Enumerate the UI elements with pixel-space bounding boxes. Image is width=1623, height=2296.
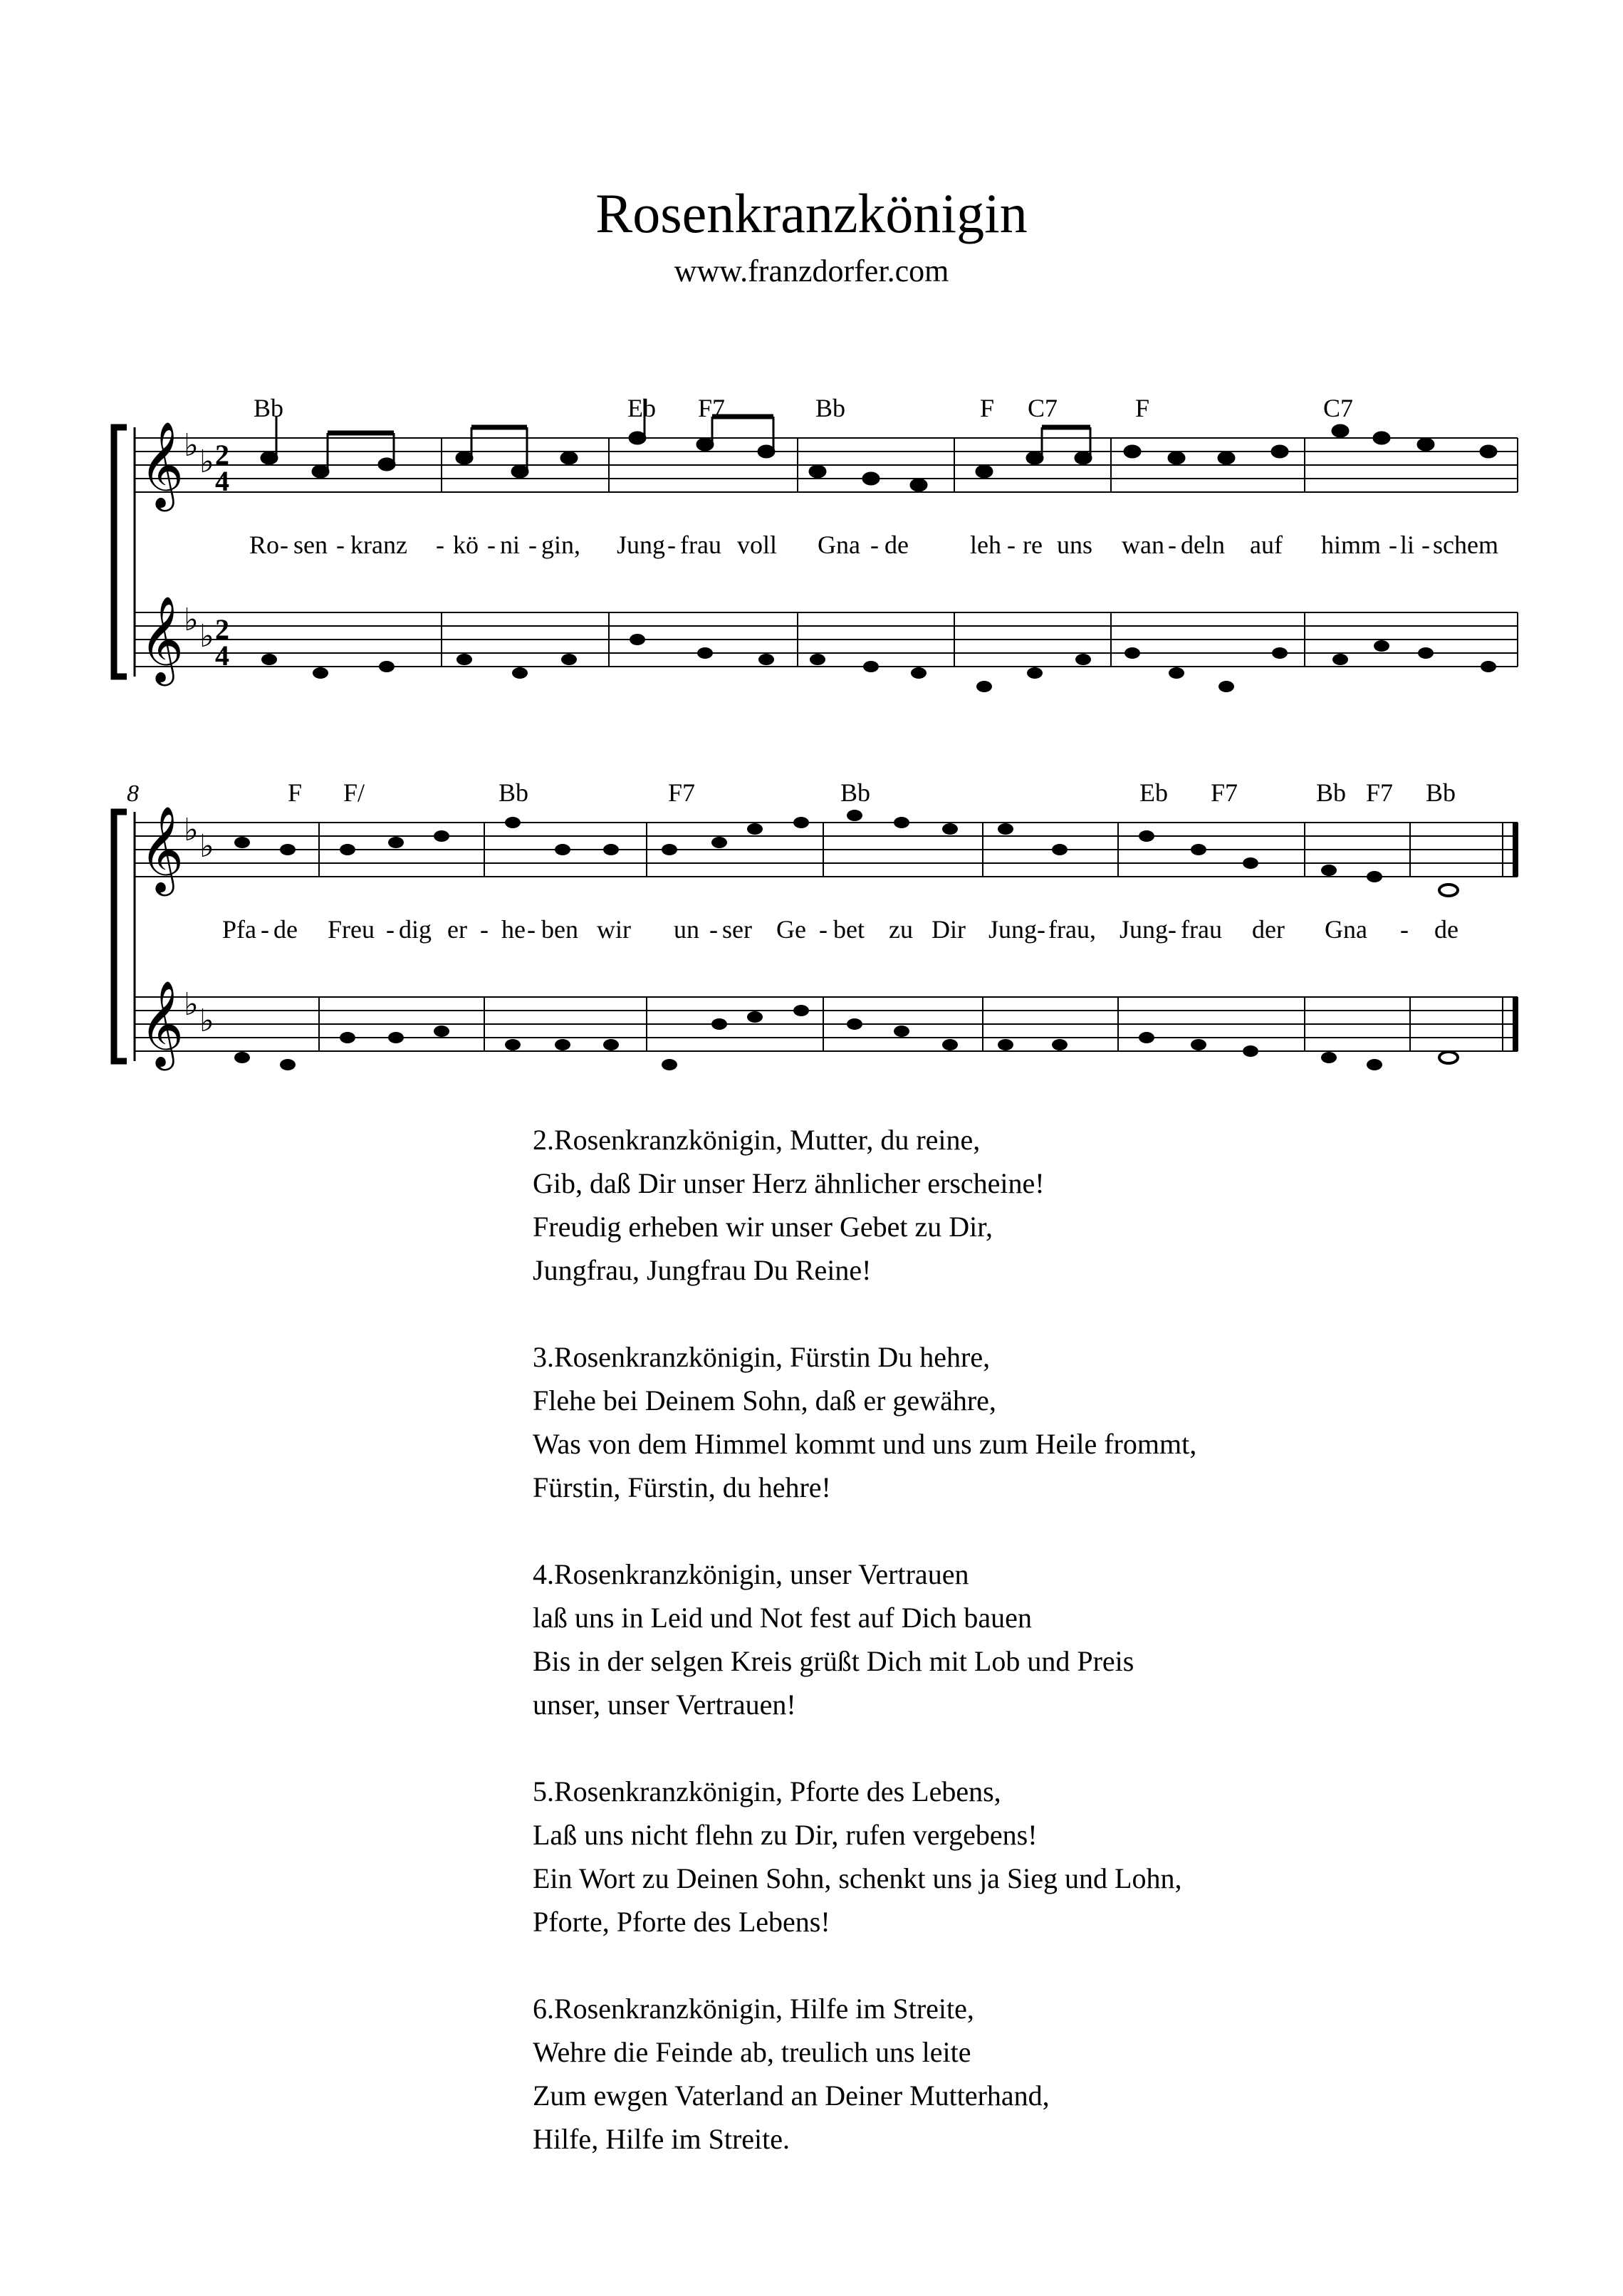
lyric-syllable: sen [293,531,328,559]
lyrics-line-1 [249,531,1498,559]
verse-line: Zum ewgen Vaterland an Deiner Mutterhand, [533,2080,1050,2112]
lyric-syllable: Pfa [222,915,256,944]
lyric-syllable: Jung [988,915,1038,944]
verse [533,1335,1196,1509]
lyric-syllable: - [261,915,269,944]
lyric-syllable: wir [597,915,631,944]
verse-line: Fürstin, Fürstin, du hehre! [533,1471,831,1503]
staff-lower [135,612,1518,667]
lyric-syllable: himm [1321,531,1382,559]
lyric-syllable: - [480,915,489,944]
verse-line: Jungfrau, Jungfrau Du Reine! [533,1254,872,1286]
chord-symbol: C7 [1323,394,1354,422]
lyric-syllable: ni [500,531,521,559]
lyric-syllable: wan [1122,531,1164,559]
lyric-syllable: frau [1181,915,1222,944]
verse-line: Laß uns nicht flehn zu Dir, rufen vergebens! [533,1819,1038,1851]
verse [533,1987,1196,2161]
lyric-syllable: - [1168,531,1176,559]
flat-icon: ♭ [199,1003,214,1039]
website-url: www.franzdorfer.com [674,254,949,288]
chord-symbol: F/ [343,778,365,807]
lyric-syllable: - [336,531,345,559]
verse-line: 4.Rosenkranzkönigin, unser Vertrauen [533,1558,969,1590]
lyric-syllable: kranz [350,531,407,559]
verse-line: unser, unser Vertrauen! [533,1689,796,1721]
lyric-syllable: de [273,915,298,944]
additional-verses [533,1118,1196,2204]
measure-number: 8 [127,781,139,807]
lyric-syllable: frau [680,531,721,559]
lyric-syllable: - [1037,915,1045,944]
lyric-syllable: voll [737,531,778,559]
lyric-syllable: ben [541,915,578,944]
lyric-syllable: Ro [249,531,280,559]
lyric-syllable: der [1252,915,1285,944]
verse [533,1553,1196,1726]
lyric-syllable: - [709,915,718,944]
time-signature: 2 [215,439,229,471]
chord-symbol: F7 [1211,778,1238,807]
verse-line: 5.Rosenkranzkönigin, Pforte des Lebens, [533,1775,1001,1807]
verse-line: Gib, daß Dir unser Herz ähnlicher erscheine! [533,1167,1045,1199]
lyric-syllable: - [1168,915,1176,944]
chord-symbol: Bb [1426,778,1456,807]
treble-clef-icon: 𝄞 [140,595,184,682]
system-bracket [114,812,127,1061]
lyric-syllable: - [1421,531,1430,559]
staff-lower [135,997,1518,1051]
chord-symbol: Bb [254,394,284,422]
flat-icon: ♭ [184,602,199,638]
lyric-syllable: gin, [541,531,581,559]
flat-icon: ♭ [199,444,214,480]
lyric-syllable: li [1400,531,1415,559]
treble-clef-icon: 𝄞 [140,421,184,508]
lyric-syllable: deln [1181,531,1225,559]
lyric-syllable: Dir [931,915,966,944]
verse [533,1118,1196,1292]
chord-symbol: F7 [698,394,726,422]
verse-line: Pforte, Pforte des Lebens! [533,1906,830,1938]
treble-clef-icon: 𝄞 [140,980,184,1067]
lyric-syllable: - [1389,531,1397,559]
treble-clef-icon: 𝄞 [140,805,184,892]
lyric-syllable: uns [1057,531,1093,559]
system-2 [114,778,1518,1071]
staff-upper [135,438,1518,492]
lyric-syllable: Freu [328,915,375,944]
time-signature: 4 [215,640,229,672]
lyric-syllable: schem [1433,531,1498,559]
chord-symbol: Bb [499,778,529,807]
lyric-syllable: - [436,531,444,559]
lyric-syllable: de [1434,915,1458,944]
verse-line: 6.Rosenkranzkönigin, Hilfe im Streite, [533,1993,974,2025]
chord-symbol: F [1135,394,1150,422]
verse-line: Was von dem Himmel kommt und uns zum Heile frommt, [533,1428,1197,1460]
lyric-syllable: he [501,915,526,944]
notes-lower [261,634,1496,692]
flat-icon: ♭ [184,812,199,848]
chord-symbol: Bb [840,778,871,807]
lyric-syllable: Jung [1120,915,1169,944]
flat-icon: ♭ [199,618,214,654]
verse-line: Hilfe, Hilfe im Streite. [533,2123,790,2155]
chord-symbol: F [980,394,995,422]
lyric-syllable: re [1023,531,1043,559]
verse-line: 3.Rosenkranzkönigin, Fürstin Du hehre, [533,1341,991,1373]
verse [533,1770,1196,1943]
lyric-syllable: er [447,915,467,944]
chord-symbol: F7 [668,778,696,807]
lyric-syllable: zu [889,915,913,944]
flat-icon: ♭ [199,828,214,865]
lyric-syllable: - [386,915,395,944]
verse-line: Wehre die Feinde ab, treulich uns leite [533,2036,971,2068]
lyric-syllable: ser [722,915,752,944]
lyric-syllable: Gna [1325,915,1367,944]
lyric-syllable: - [487,531,496,559]
lyric-syllable: - [528,531,537,559]
lyric-syllable: Gna [818,531,860,559]
chord-symbol: Eb [627,394,656,422]
lyric-syllable: - [667,531,676,559]
lyrics-line-2 [222,915,1458,944]
lyric-syllable: de [884,531,909,559]
chord-symbol: Bb [815,394,846,422]
lyric-syllable: - [870,531,879,559]
verse-line: Flehe bei Deinem Sohn, daß er gewähre, [533,1384,996,1416]
chord-symbol: Eb [1139,778,1168,807]
system-1 [114,394,1518,692]
lyric-syllable: bet [833,915,865,944]
lyric-syllable: Ge [776,915,806,944]
flat-icon: ♭ [184,427,199,464]
chord-symbol: F [288,778,303,807]
verse-line: Ein Wort zu Deinen Sohn, schenkt uns ja Sieg und Lohn, [533,1862,1182,1894]
verse-line: Freudig erheben wir unser Gebet zu Dir, [533,1211,993,1243]
lyric-syllable: dig [399,915,432,944]
lyric-syllable: leh [970,531,1001,559]
verse-line: Bis in der selgen Kreis grüßt Dich mit Lob und Preis [533,1645,1134,1677]
verse-line: laß uns in Leid und Not fest auf Dich bauen [533,1602,1032,1634]
system-bracket [114,427,127,677]
lyric-syllable: - [1400,915,1409,944]
lyric-syllable: - [280,531,288,559]
sheet-music [0,0,1623,1104]
lyric-syllable: - [527,915,536,944]
lyric-syllable: frau, [1048,915,1096,944]
chord-symbol: C7 [1028,394,1058,422]
flat-icon: ♭ [184,986,199,1023]
chord-symbol: Bb [1316,778,1347,807]
verse-line: 2.Rosenkranzkönigin, Mutter, du reine, [533,1124,981,1156]
lyric-syllable: auf [1250,531,1283,559]
time-signature: 2 [215,613,229,645]
lyric-syllable: Jung [617,531,666,559]
lyric-syllable: un [674,915,699,944]
lyric-syllable: kö [453,531,479,559]
notes-upper [261,399,1496,491]
lyric-syllable: - [819,915,828,944]
time-signature: 4 [215,465,229,497]
lyric-syllable: - [1007,531,1016,559]
chord-symbol: F7 [1366,778,1394,807]
page-title: Rosenkranzkönigin [595,182,1028,244]
